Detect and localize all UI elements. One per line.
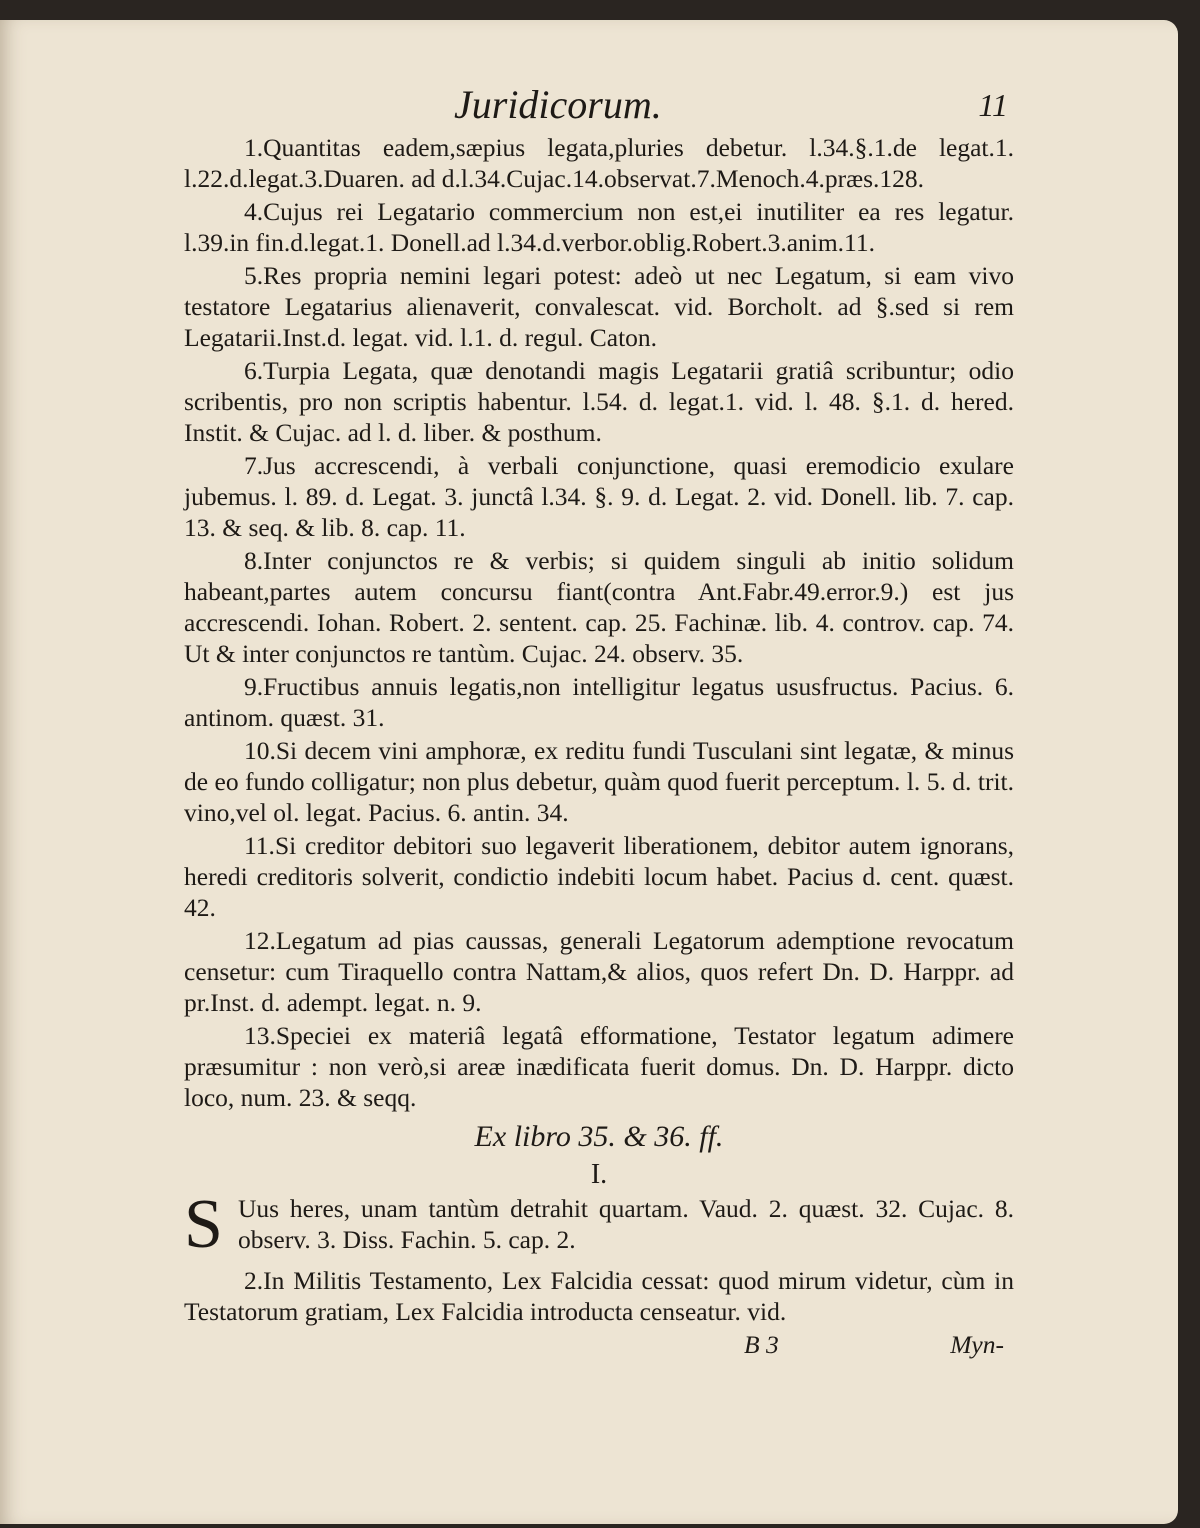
section-heading: Ex libro 35. & 36. ff. — [474, 1120, 724, 1153]
entry-8 — [184, 545, 1014, 669]
entry-9 — [184, 671, 1014, 733]
section-number: I. — [590, 1159, 608, 1190]
entry-number: 5. — [244, 261, 264, 290]
entry-text: Turpia Legata, quæ denotandi magis Legatarii gratiâ scribuntur; odio scribentis, pro non scriptis habentur. l.54. d. legat.1. vid. l. 48. §.1. d. hered. Instit. & Cujac. ad l. d. liber. & posthum. — [184, 356, 1014, 447]
entry-2 — [184, 1265, 1014, 1327]
entry-number: 4. — [244, 197, 264, 226]
running-title: Juridicorum. — [454, 82, 662, 127]
running-header — [184, 78, 1014, 132]
entry-text: Speciei ex materiâ legatâ efformatione, Testator legatum adimere præsumitur : non verò,si areæ inædificata fuerit domus. Dn. D. Harppr. dicto loco, num. 23. & seqq. — [184, 1021, 1014, 1112]
entry-number: 2. — [244, 1266, 264, 1295]
entry-number: 11. — [244, 831, 275, 860]
page-text-block — [184, 78, 1014, 1363]
entry-number: 8. — [244, 546, 264, 575]
entry-text: In Militis Testamento, Lex Falcidia cessat: quod mirum videtur, cùm in Testatorum gratiam, Lex Falcidia introducta censeatur. vid. — [184, 1266, 1014, 1326]
catchword: Myn- — [950, 1330, 1004, 1359]
entry-number: 13. — [244, 1021, 276, 1050]
entry-text: Inter conjunctos re & verbis; si quidem singuli ab initio solidum habeant,partes autem concursu fiant(contra Ant.Fabr.49.error.9.) est jus accrescendi. Iohan. Robert. 2. sentent. cap. 25. Fachinæ. lib. 4. controv. cap. 74. Ut & inter conjunctos re tantùm. Cujac. 24. observ. 35. — [184, 546, 1014, 668]
entry-text: Uus heres, unam tantùm detrahit quartam. Vaud. 2. quæst. 32. Cujac. 8. observ. 3. Diss. Fachin. 5. cap. 2. — [238, 1194, 1014, 1254]
page-footer — [184, 1329, 1014, 1363]
entry-number: 1. — [244, 133, 264, 162]
entry-number: 7. — [244, 451, 264, 480]
entry-4 — [184, 196, 1014, 258]
entry-6 — [184, 355, 1014, 448]
entry-text: Cujus rei Legatario commercium non est,ei inutiliter ea res legatur. l.39.in fin.d.legat.1. Donell.ad l.34.d.verbor.oblig.Robert.3.anim.11. — [184, 197, 1014, 257]
entry-text: Si decem vini amphoræ, ex reditu fundi Tusculani sint legatæ, & minus de eo fundo colligatur; non plus debetur, quàm quod fuerit perceptum. l. 5. d. trit. vino,vel ol. legat. Pacius. 6. antin. 34. — [184, 736, 1014, 827]
drop-capital: S — [184, 1186, 223, 1263]
entry-text: Fructibus annuis legatis,non intelligitur legatus ususfructus. Pacius. 6. antinom. quæst. 31. — [184, 672, 1014, 732]
entry-11 — [184, 830, 1014, 923]
entry-number: 12. — [244, 926, 276, 955]
entry-number: 10. — [244, 736, 276, 765]
entry-text: Res propria nemini legari potest: adeò ut nec Legatum, si eam vivo testatore Legatarius alienaverit, convalescat. vid. Borcholt. ad §.sed si rem Legatarii.Inst.d. legat. vid. l.1. d. regul. Caton. — [184, 261, 1014, 352]
entry-13 — [184, 1020, 1014, 1113]
signature-mark: B 3 — [744, 1330, 779, 1359]
entry-10 — [184, 735, 1014, 828]
entry-12 — [184, 925, 1014, 1018]
entry-5 — [184, 260, 1014, 353]
book-page — [0, 20, 1178, 1524]
entry-7 — [184, 450, 1014, 543]
entry-text: Legatum ad pias caussas, generali Legatorum ademptione revocatum censetur: cum Tiraquello contra Nattam,& alios, quos refert Dn. D. Harppr. ad pr.Inst. d. adempt. legat. n. 9. — [184, 926, 1014, 1017]
entry-text: Si creditor debitori suo legaverit liberationem, debitor autem ignorans, heredi creditoris solverit, condictio indebiti locum habet. Pacius d. cent. quæst. 42. — [184, 831, 1014, 922]
entry-number: 6. — [244, 356, 264, 385]
entry-text: Quantitas eadem,sæpius legata,pluries debetur. l.34.§.1.de legat.1. l.22.d.legat.3.Duaren. ad d.l.34.Cujac.14.observat.7.Menoch.4.præs.128. — [184, 133, 1014, 193]
section-first-entry — [184, 1186, 1014, 1263]
entry-text: Jus accrescendi, à verbali conjunctione, quasi eremodicio exulare jubemus. l. 89. d. Legat. 3. junctâ l.34. §. 9. d. Legat. 2. vid. Donell. lib. 7. cap. 13. & seq. & lib. 8. cap. 11. — [184, 451, 1014, 542]
page-number: 11 — [978, 87, 1008, 123]
entry-number: 9. — [244, 672, 264, 701]
entry-1 — [184, 132, 1014, 194]
